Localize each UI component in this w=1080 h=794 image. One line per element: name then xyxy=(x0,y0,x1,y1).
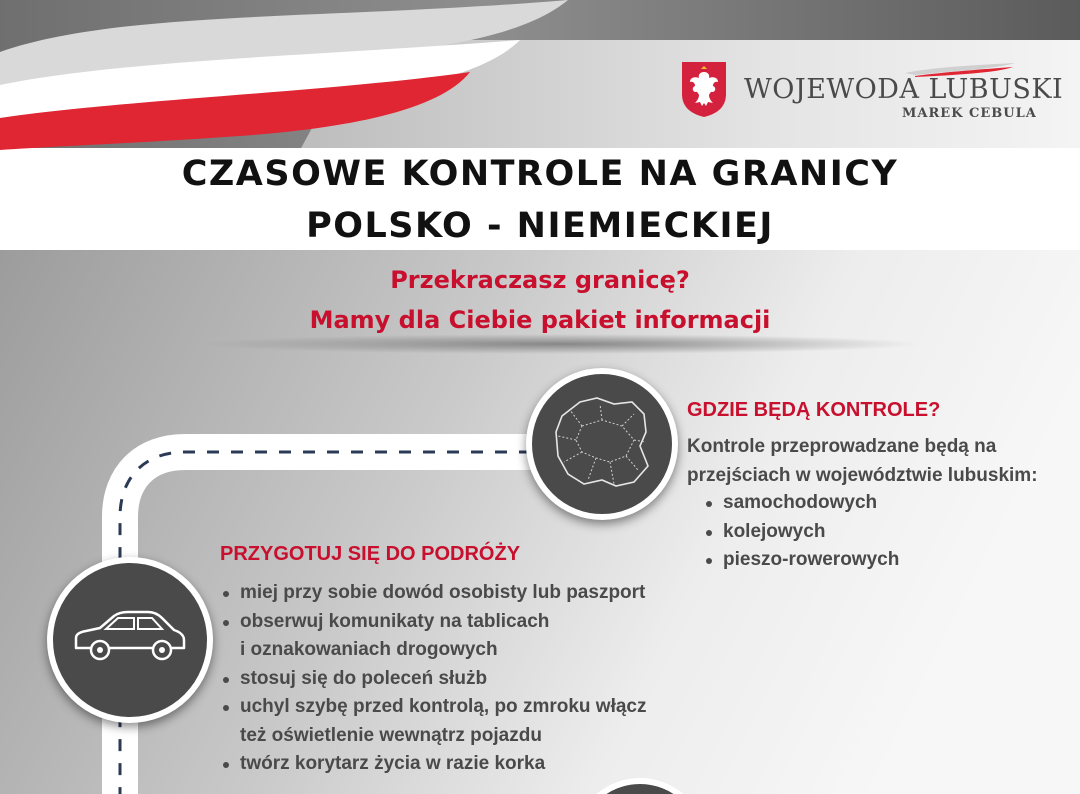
map-circle xyxy=(526,368,678,520)
logo-flag-swoosh xyxy=(905,62,1015,76)
poland-emblem-icon xyxy=(680,60,728,118)
list-item: miej przy sobie dowód osobisty lub paszport xyxy=(220,579,646,608)
car-icon xyxy=(70,608,190,668)
where-intro-line-2: przejściach w województwie lubuskim: xyxy=(687,465,1038,486)
list-item: obserwuj komunikaty na tablicach xyxy=(220,608,646,637)
where-intro-line-1: Kontrole przeprowadzane będą na xyxy=(687,436,997,457)
logo-title: WOJEWODA LUBUSKI xyxy=(744,74,1064,105)
list-item-continuation: i oznakowaniach drogowych xyxy=(240,639,498,660)
prepare-heading: PRZYGOTUJ SIĘ DO PODRÓŻY xyxy=(220,543,521,565)
where-intro xyxy=(687,432,1038,490)
where-list xyxy=(703,489,899,575)
page-title-line-2: POLSKO - NIEMIECKIEJ xyxy=(306,206,774,246)
list-item: stosuj się do poleceń służb xyxy=(220,665,646,694)
list-item: uchyl szybę przed kontrolą, po zmroku włącz xyxy=(220,693,646,722)
subtitle-line-2: Mamy dla Ciebie pakiet informacji xyxy=(309,306,771,334)
page-title-line-1: CZASOWE KONTROLE NA GRANICY xyxy=(181,154,899,194)
logo-subtitle: MAREK CEBULA xyxy=(902,106,1037,121)
car-circle xyxy=(47,557,213,723)
list-item-continuation: też oświetlenie wewnątrz pojazdu xyxy=(240,724,542,746)
list-item: samochodowych xyxy=(703,489,899,518)
prepare-list xyxy=(220,579,646,779)
where-heading: GDZIE BĘDĄ KONTROLE? xyxy=(687,399,941,421)
list-item: pieszo-rowerowych xyxy=(703,546,899,575)
poland-map-icon xyxy=(552,396,652,492)
subtitle-line-1: Przekraczasz granicę? xyxy=(390,266,690,294)
list-item: twórz korytarz życia w razie korka xyxy=(220,750,646,779)
list-item: kolejowych xyxy=(703,518,899,547)
